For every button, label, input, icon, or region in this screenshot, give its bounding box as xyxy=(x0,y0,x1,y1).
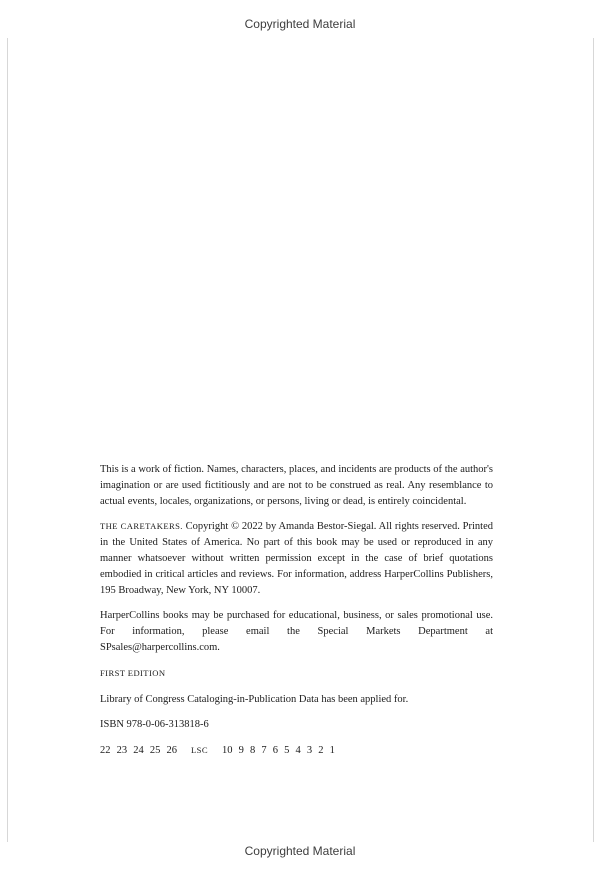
fiction-disclaimer: This is a work of fiction. Names, characters, places, and incidents are products of the author's imagination or are used fictitiously and are not to be construed as real. Any resemblance to actual events, locales, organizations, or persons, living or dead, is entirely coincidental. xyxy=(100,464,493,507)
book-title-smallcaps: THE CARETAKERS. xyxy=(100,521,183,532)
page-edge-left xyxy=(7,38,8,842)
printers-key-years: 22 23 24 25 26 xyxy=(100,745,177,757)
printers-key-numbers: 10 9 8 7 6 5 4 3 2 1 xyxy=(221,745,335,757)
copyright-page-text xyxy=(100,462,493,769)
isbn-line: ISBN 978-0-06-313818-6 xyxy=(100,719,209,731)
copyright-notice-text: Copyright © 2022 by Amanda Bestor-Siegal. All rights reserved. Printed in the United States of America. No part of this book may be used or reproduced in any manner whatsoever without written permission except in the case of brief quotations embodied in critical articles and reviews. For information, address HarperCollins Publishers, 195 Broadway, New York, NY 10007. xyxy=(100,521,493,596)
copyright-notice xyxy=(100,519,493,598)
printers-key-printer: LSC xyxy=(191,745,208,756)
cataloging-note: Library of Congress Cataloging-in-Publication Data has been applied for. xyxy=(100,693,409,705)
printers-key xyxy=(100,743,493,759)
page-edge-right xyxy=(593,38,594,842)
edition-note: FIRST EDITION xyxy=(100,667,166,678)
special-markets-note: HarperCollins books may be purchased for educational, business, or sales promotional use. For information, please email the Special Markets Department at SPsales@harpercollins.com. xyxy=(100,610,493,653)
copyright-watermark-bottom: Copyrighted Material xyxy=(244,844,356,858)
copyright-watermark-top: Copyrighted Material xyxy=(244,17,356,31)
